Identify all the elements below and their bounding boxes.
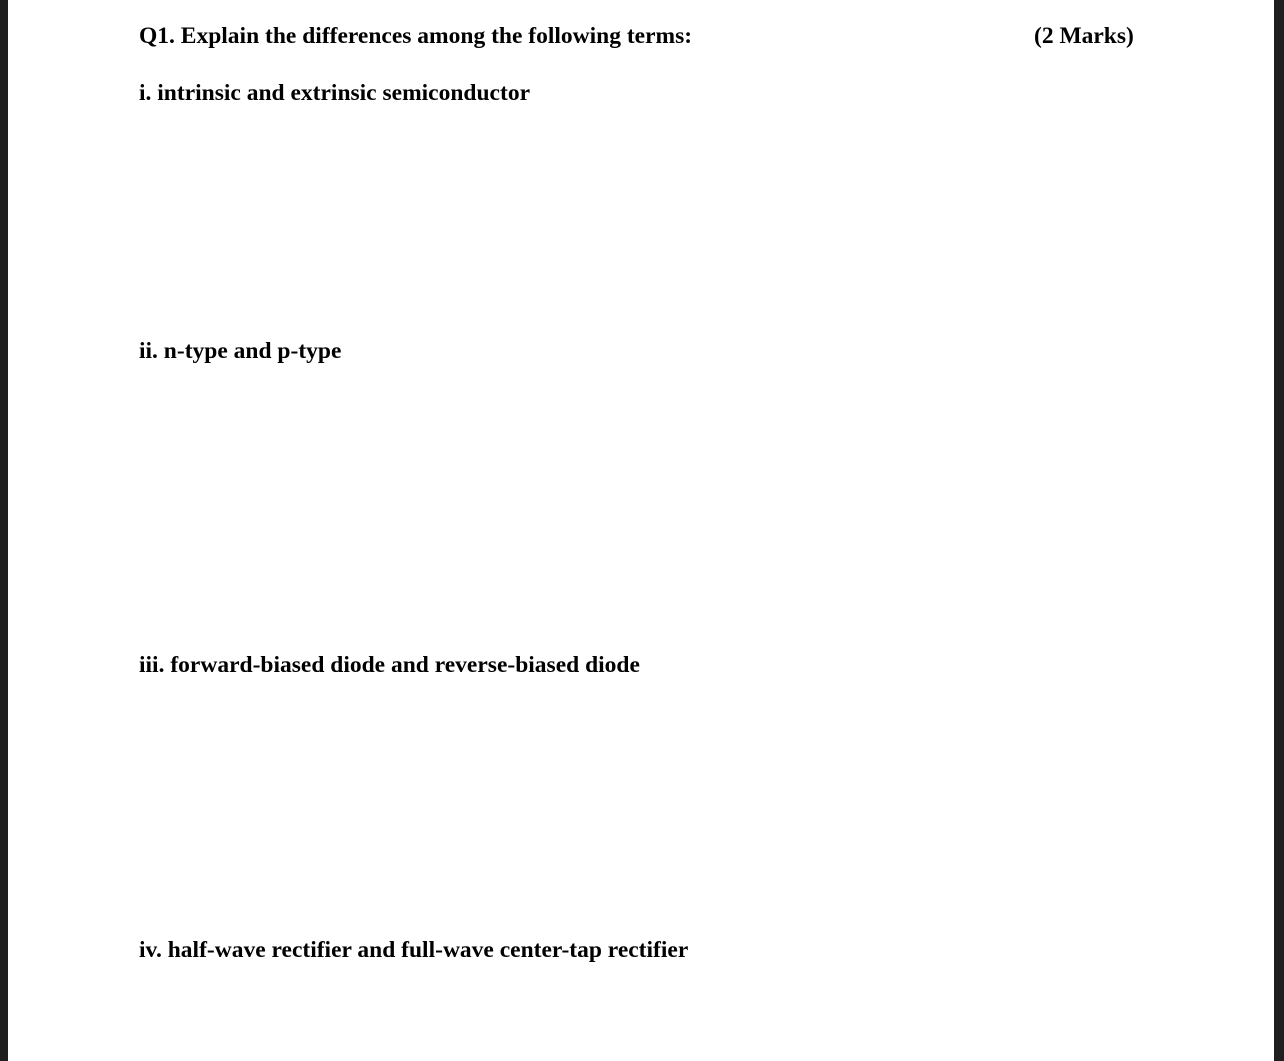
- document-page: [8, 0, 1274, 1061]
- question-marks: (2 Marks): [1034, 23, 1134, 49]
- sub-question-iii: iii. forward-biased diode and reverse-biased diode: [139, 652, 640, 678]
- question-title: Q1. Explain the differences among the following terms:: [139, 23, 693, 49]
- sub-question-iv: iv. half-wave rectifier and full-wave center-tap rectifier: [139, 937, 689, 963]
- sub-question-i: i. intrinsic and extrinsic semiconductor: [139, 80, 530, 106]
- sub-question-ii: ii. n-type and p-type: [139, 338, 342, 364]
